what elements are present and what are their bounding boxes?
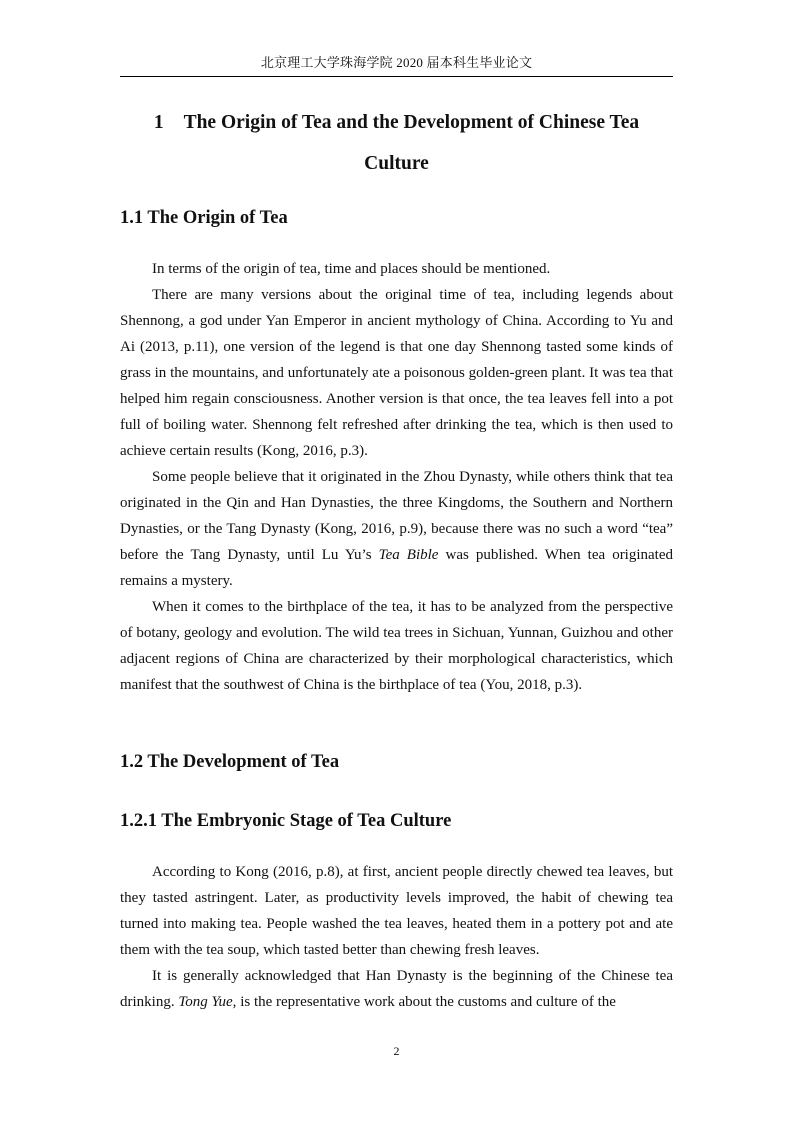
paragraph: When it comes to the birthplace of the tea, it has to be analyzed from the perspective of botany, geology and evolution. The wild tea trees in Sichuan, Yunnan, Guizhou and other adjacent regions of China are characterized by their morphological characteristics, which manifest that the southwest of China is the birthplace of tea (You, 2018, p.3). <box>120 599 673 693</box>
book-title-italic: Tea Bible <box>378 547 439 563</box>
section-1-1-body <box>120 256 673 698</box>
paragraph <box>120 963 673 1015</box>
section-heading-1-2-1: 1.2.1 The Embryonic Stage of Tea Culture <box>120 811 452 831</box>
chapter-number: 1 <box>153 112 164 133</box>
chapter-title <box>120 102 673 184</box>
section-heading-1-1: 1.1 The Origin of Tea <box>120 208 288 228</box>
paragraph-text: was published. When tea originated remains a mystery. <box>120 547 674 589</box>
section-1-2-1-body <box>120 859 673 1015</box>
chapter-title-text: The Origin of Tea and the Development of Chinese Tea Culture <box>183 112 640 174</box>
paragraph: According to Kong (2016, p.8), at first, ancient people directly chewed tea leaves, but they tasted astringent. Later, as productivity levels improved, the habit of chewing tea turned into making tea. People washed the tea leaves, heated them in a pottery pot and ate them with the tea soup, which tasted better than chewing fresh leaves. <box>120 864 673 958</box>
paragraph: There are many versions about the original time of tea, including legends about Shennong, a god under Yan Emperor in ancient mythology of China. According to Yu and Ai (2013, p.11), one version of the legend is that one day Shennong tasted some kinds of grass in the mountains, and unfortunately ate a poisonous golden-green plant. It was tea that helped him regain consciousness. Another version is that once, the tea leaves fell into a pot full of boiling water. Shennong felt refreshed after drinking the tea, which is then used to achieve certain results (Kong, 2016, p.3). <box>120 287 673 459</box>
book-title-italic: Tong Yue, <box>178 994 237 1010</box>
page-number: 2 <box>393 1044 400 1058</box>
paragraph-text: It is generally acknowledged that Han Dynasty is the beginning of the Chinese tea drinking. <box>120 968 673 1010</box>
paragraph <box>120 464 673 594</box>
header-rule <box>120 76 673 77</box>
paragraph: In terms of the origin of tea, time and places should be mentioned. <box>152 261 551 277</box>
paragraph-text: is the representative work about the customs and culture of the <box>236 994 616 1010</box>
paragraph-text: Some people believe that it originated in the Zhou Dynasty, while others think that tea originated in the Qin and Han Dynasties, the three Kingdoms, the Southern and Northern Dynasties, or the Tang Dynasty (Kong, 2016, p.9), because there was no such a word “tea” before the Tang Dynasty, until Lu Yu’s <box>120 469 673 563</box>
section-heading-1-2: 1.2 The Development of Tea <box>120 752 340 772</box>
running-header: 北京理工大学珠海学院 2020 届本科生毕业论文 <box>260 55 533 70</box>
